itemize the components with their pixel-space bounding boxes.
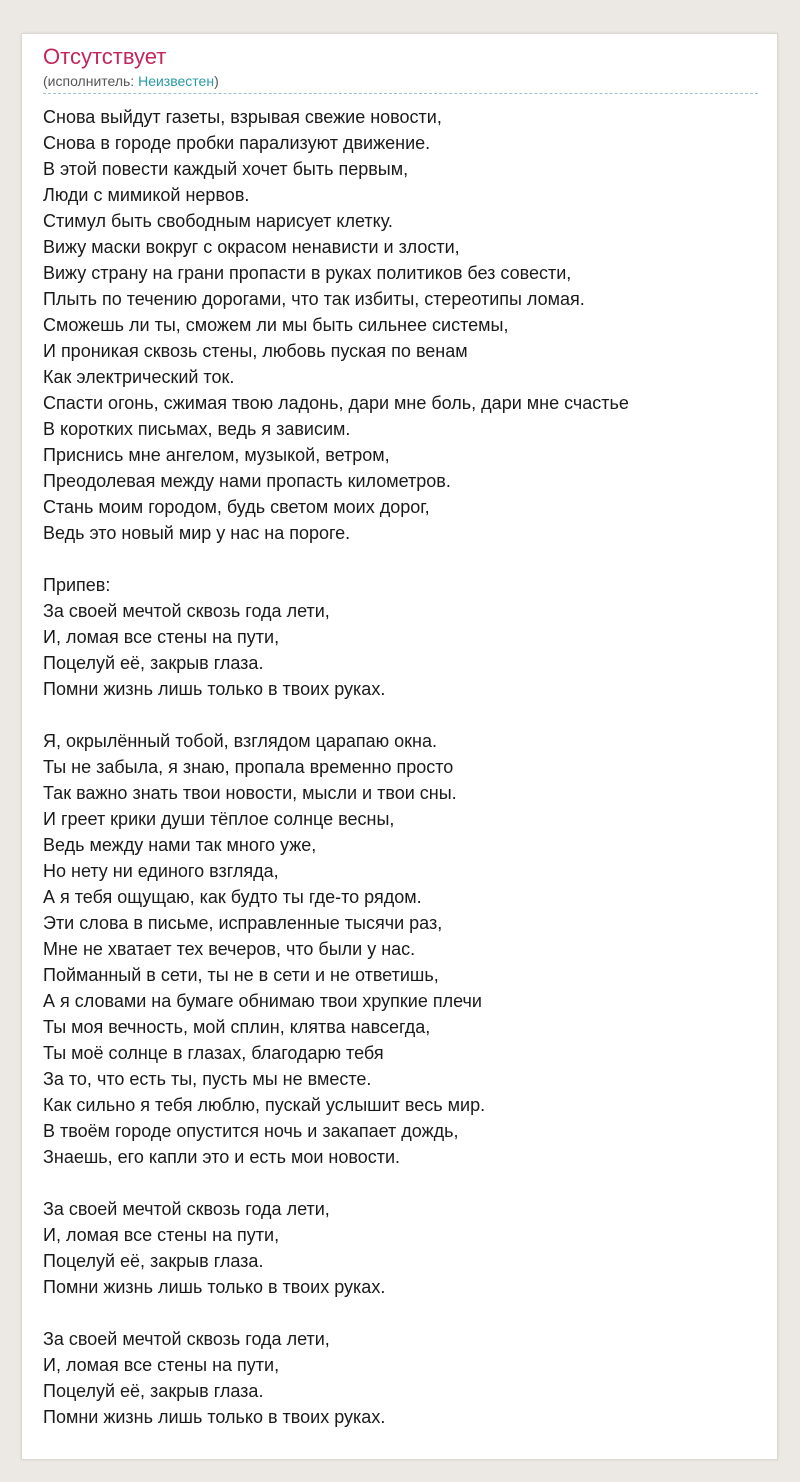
lyrics-line: Спасти огонь, сжимая твою ладонь, дари мне боль, дари мне счастье — [43, 393, 629, 413]
lyrics-line: И, ломая все стены на пути, — [43, 1225, 280, 1245]
lyrics-line: Вижу страну на грани пропасти в руках политиков без совести, — [43, 263, 572, 283]
lyrics-line: В коротких письмах, ведь я зависим. — [43, 419, 351, 439]
lyrics-line: И, ломая все стены на пути, — [43, 627, 280, 647]
lyrics-line: Ты моё солнце в глазах, благодарю тебя — [43, 1043, 384, 1063]
lyrics-line: Снова выйдут газеты, взрывая свежие новости, — [43, 107, 442, 127]
lyrics-line: Ты моя вечность, мой сплин, клятва навсегда, — [43, 1017, 431, 1037]
lyrics-line: Люди с мимикой нервов. — [43, 185, 250, 205]
title-divider — [43, 93, 758, 94]
lyrics-line: Поцелуй её, закрыв глаза. — [43, 1381, 264, 1401]
lyrics-line: За своей мечтой сквозь года лети, — [43, 1329, 330, 1349]
lyrics-line: И греет крики души тёплое солнце весны, — [43, 809, 395, 829]
artist-line — [43, 72, 219, 90]
lyrics-line: Припев: — [43, 575, 111, 595]
lyrics-stanza — [43, 572, 763, 702]
lyrics-line: Поцелуй её, закрыв глаза. — [43, 653, 264, 673]
artist-prefix: (исполнитель: — [43, 73, 139, 89]
lyrics-card — [21, 33, 778, 1460]
lyrics-line: Помни жизнь лишь только в твоих руках. — [43, 679, 386, 699]
lyrics-line: Ты не забыла, я знаю, пропала временно просто — [43, 757, 454, 777]
lyrics-line: Помни жизнь лишь только в твоих руках. — [43, 1277, 386, 1297]
lyrics-line: Снова в городе пробки парализуют движение. — [43, 133, 431, 153]
lyrics-line: За своей мечтой сквозь года лети, — [43, 601, 330, 621]
lyrics-line: За своей мечтой сквозь года лети, — [43, 1199, 330, 1219]
lyrics-line: Приснись мне ангелом, музыкой, ветром, — [43, 445, 390, 465]
lyrics-line: Знаешь, его капли это и есть мои новости. — [43, 1147, 401, 1167]
artist-link[interactable]: Неизвестен — [138, 73, 215, 89]
lyrics-stanza — [43, 728, 763, 1170]
lyrics-line: Стимул быть свободным нарисует клетку. — [43, 211, 393, 231]
lyrics-line: Ведь это новый мир у нас на пороге. — [43, 523, 351, 543]
lyrics-line: Как сильно я тебя люблю, пускай услышит весь мир. — [43, 1095, 486, 1115]
artist-suffix: ) — [214, 73, 219, 89]
lyrics-line: Плыть по течению дорогами, что так избиты, стереотипы ломая. — [43, 289, 585, 309]
lyrics-line: А я словами на бумаге обнимаю твои хрупкие плечи — [43, 991, 482, 1011]
lyrics-line: За то, что есть ты, пусть мы не вместе. — [43, 1069, 372, 1089]
lyrics-line: И проникая сквозь стены, любовь пуская по венам — [43, 341, 468, 361]
lyrics-line: Так важно знать твои новости, мысли и твои сны. — [43, 783, 457, 803]
lyrics-line: Сможешь ли ты, сможем ли мы быть сильнее системы, — [43, 315, 509, 335]
lyrics-line: А я тебя ощущаю, как будто ты где-то рядом. — [43, 887, 422, 907]
lyrics-line: Мне не хватает тех вечеров, что были у нас. — [43, 939, 416, 959]
lyrics-line: Я, окрылённый тобой, взглядом царапаю окна. — [43, 731, 438, 751]
lyrics-line: Эти слова в письме, исправленные тысячи раз, — [43, 913, 443, 933]
lyrics-line: Преодолевая между нами пропасть километров. — [43, 471, 451, 491]
lyrics-line: В этой повести каждый хочет быть первым, — [43, 159, 409, 179]
lyrics-body — [43, 104, 763, 1456]
song-title: Отсутствует — [43, 44, 167, 69]
lyrics-line: И, ломая все стены на пути, — [43, 1355, 280, 1375]
lyrics-line: Но нету ни единого взгляда, — [43, 861, 279, 881]
lyrics-line: Как электрический ток. — [43, 367, 235, 387]
lyrics-line: В твоём городе опустится ночь и закапает дождь, — [43, 1121, 459, 1141]
lyrics-line: Пойманный в сети, ты не в сети и не ответишь, — [43, 965, 439, 985]
lyrics-line: Вижу маски вокруг с окрасом ненависти и злости, — [43, 237, 460, 257]
lyrics-stanza — [43, 1196, 763, 1300]
lyrics-line: Помни жизнь лишь только в твоих руках. — [43, 1407, 386, 1427]
lyrics-line: Стань моим городом, будь светом моих дорог, — [43, 497, 430, 517]
lyrics-line: Поцелуй её, закрыв глаза. — [43, 1251, 264, 1271]
lyrics-stanza — [43, 1326, 763, 1430]
lyrics-stanza — [43, 104, 763, 546]
lyrics-line: Ведь между нами так много уже, — [43, 835, 317, 855]
